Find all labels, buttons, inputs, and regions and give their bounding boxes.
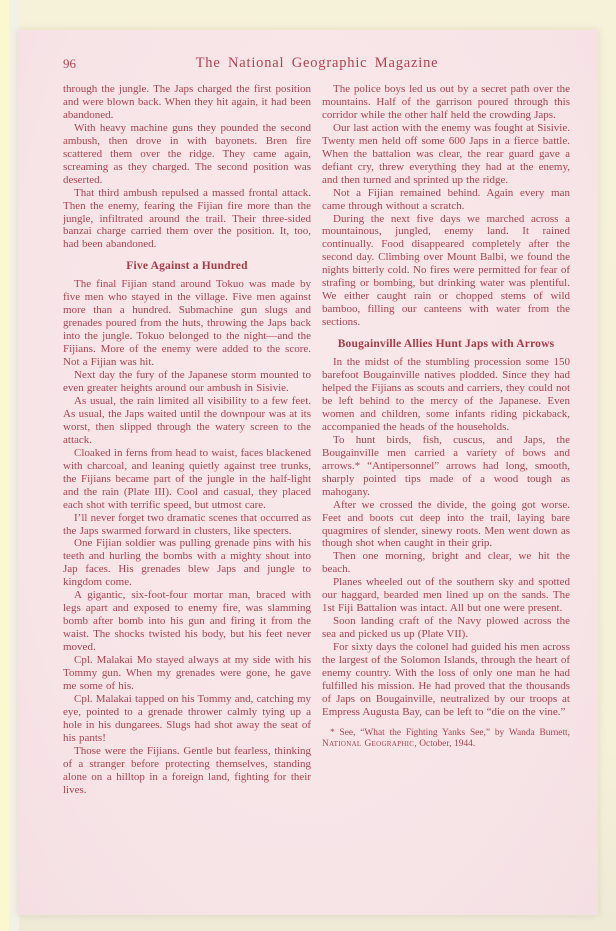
footnote-smallcaps-text: National Geographic	[322, 739, 415, 750]
magazine-page	[18, 30, 598, 915]
paragraph: The final Fijian stand around Tokuo was made by five men who stayed in the village. Five men against more than a hundred. Submachine gun slugs and grenades poured from the huts, throwing the Japs back into the jungle. Tokuo belonged to the night—and the Fijians. More of the enemy were added to the score. Not a Fijian was hit.	[63, 278, 311, 369]
paragraph: Next day the fury of the Japanese storm mounted to even greater heights around our ambush in Sisivie.	[63, 369, 311, 395]
paragraph: As usual, the rain limited all visibility to a few feet. As usual, the Japs waited until the downpour was at its worst, then slipped through the watery screen to the attack.	[63, 394, 311, 446]
paragraph: through the jungle. The Japs charged the first position and were blown back. When they hit again, it had been abandoned.	[63, 83, 311, 121]
paragraph: To hunt birds, fish, cuscus, and Japs, the Bougainville men carried a variety of bows and arrows.* “Antipersonnel” arrows had long, smooth, sharply pointed tips made of a wood tough as mahogany.	[322, 433, 570, 498]
book-edge-strip	[0, 0, 9, 931]
paragraph: That third ambush repulsed a massed frontal attack. Then the enemy, fearing the Fijian fire more than the jungle, infiltrated around the trail. Their three-sided banzai charge carried them over the position. It, too, had been abandoned.	[63, 186, 311, 251]
footnote	[322, 728, 570, 751]
right-column	[322, 83, 570, 797]
footnote-text: * See, “What the Fighting Yanks See,” by Wanda Burnett,	[330, 727, 570, 738]
paragraph: Cloaked in ferns from head to waist, faces blackened with charcoal, and leaning quietly against tree trunks, the Fijians became part of the jungle in the half-light and the rain (Plate III). Cool and casual, they placed each shot with terrific speed, but utmost care.	[63, 446, 311, 511]
paragraph: One Fijian soldier was pulling grenade pins with his teeth and hurling the bombs with a mighty shout into Jap faces. His grenades blew Japs and jungle to kingdom come.	[63, 537, 311, 589]
paragraph: For sixty days the colonel had guided his men across the largest of the Solomon Islands, through the heart of enemy country. With the loss of only one man he had fulfilled his mission. He had proved that the thousands of Japs on Bougainville, neutralized by our troops at Empress Augusta Bay, can be left to “die on the vine.”	[322, 641, 570, 718]
left-column	[63, 83, 311, 797]
text-columns	[63, 83, 571, 797]
paragraph: With heavy machine guns they pounded the second ambush, then drove in with bayonets. Bren fire scattered them over the ridge. They came again, screaming as they charged. The second position was deserted.	[63, 121, 311, 186]
paragraph: In the midst of the stumbling procession some 150 barefoot Bougainville natives plodded. Since they had helped the Fijians as scouts and carriers, they could not be left behind to the mercy of the Japanese. Even women and children, some infants riding pickaback, accompanied the heads of the households.	[322, 356, 570, 433]
paragraph: Then one morning, bright and clear, we hit the beach.	[322, 550, 570, 576]
footnote-text: , October, 1944.	[414, 739, 476, 750]
paragraph: Cpl. Malakai Mo stayed always at my side with his Tommy gun. When my grenades were gone, he gave me some of his.	[63, 654, 311, 692]
paragraph: Those were the Fijians. Gentle but fearless, thinking of a stranger before protecting themselves, standing alone on a hilltop in a foreign land, fighting for their lives.	[63, 744, 311, 796]
section-heading: Bougainville Allies Hunt Japs with Arrows	[337, 338, 555, 351]
paragraph: Cpl. Malakai tapped on his Tommy and, catching my eye, pointed to a grenade thrower calmly tying up a hole in his dungarees. Slugs had shot away the seat of his pants!	[63, 692, 311, 744]
paragraph: During the next five days we marched across a mountainous, jungled, enemy land. It rained continually. Food disappeared completely after the second day. Climbing over Mount Balbi, we found the nights bitterly cold. No fires were permitted for fear of strafing or bombing, but drinking water was plentiful. We either caught rain or chopped stems of wild bamboo, filling our canteens with water from the sections.	[322, 212, 570, 329]
page-header	[63, 55, 571, 73]
paragraph: Soon landing craft of the Navy plowed across the sea and picked us up (Plate VII).	[322, 615, 570, 641]
paragraph: After we crossed the divide, the going got worse. Feet and boots cut deep into the trail, laying bare quagmires of slender, sinewy roots. Men went down as though shot when caught in their grip.	[322, 498, 570, 550]
paragraph: A gigantic, six-foot-four mortar man, braced with legs apart and exposed to enemy fire, was slamming bomb after bomb into his gun and firing it from the waist. The shocks twisted his body, but his feet never moved.	[63, 589, 311, 654]
paragraph: The police boys led us out by a secret path over the mountains. Half of the garrison poured through this corridor while the other half held the crowding Japs.	[322, 83, 570, 121]
paragraph: Not a Fijian remained behind. Again every man came through without a scratch.	[322, 186, 570, 212]
section-heading: Five Against a Hundred	[126, 260, 248, 273]
page-number: 96	[63, 56, 76, 71]
magazine-title: The National Geographic Magazine	[195, 55, 439, 71]
paragraph: Planes wheeled out of the southern sky and spotted our haggard, bearded men lined up on the sands. The 1st Fiji Battalion was intact. All but one were present.	[322, 576, 570, 615]
paragraph: Our last action with the enemy was fought at Sisivie. Twenty men held off some 600 Japs in a fierce battle. When the battalion was clear, the rear guard gave a defiant cry, threw everything they had at the enemy, and then turned and sprinted up the ridge.	[322, 121, 570, 186]
paragraph: I’ll never forget two dramatic scenes that occurred as the Japs swarmed forward in clusters, like specters.	[63, 511, 311, 537]
